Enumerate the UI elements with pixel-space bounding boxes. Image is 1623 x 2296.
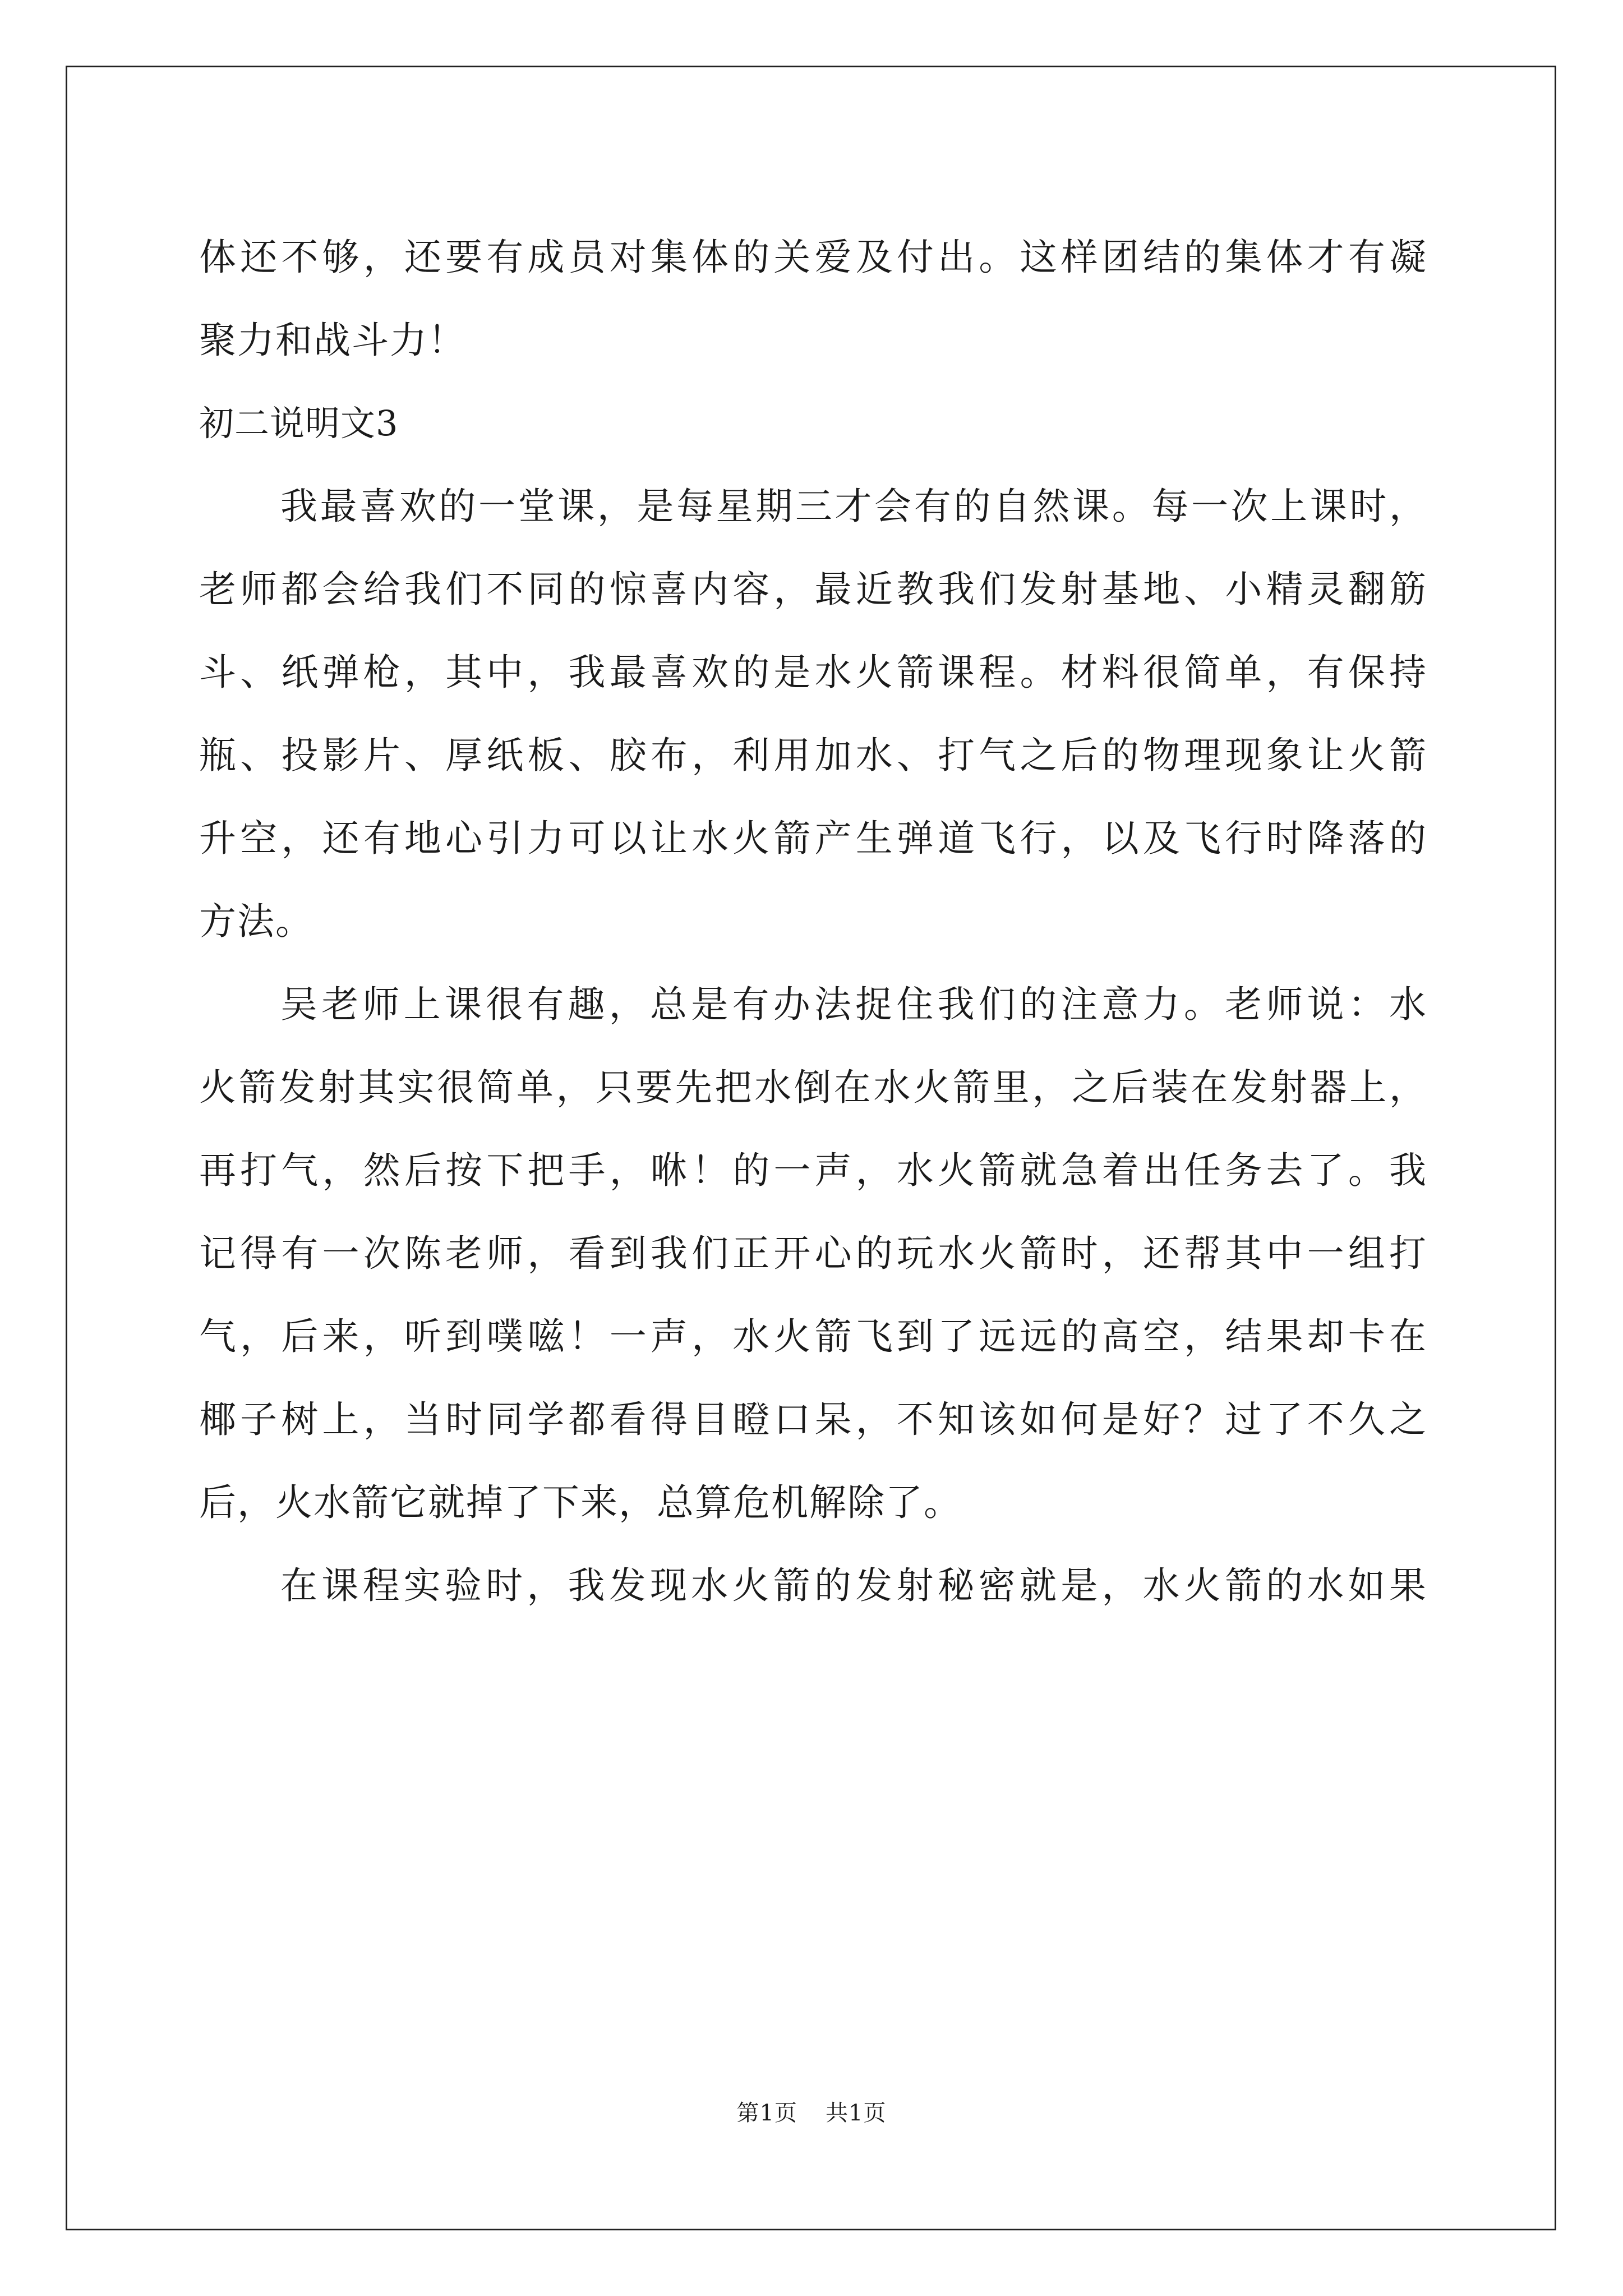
paragraph-line: 在课程实验时，我发现水火箭的发射秘密就是，水火箭的水如果	[280, 1564, 1427, 1607]
paragraph-line: 斗、纸弹枪，其中，我最喜欢的是水火箭课程。材料很简单，有保持	[199, 651, 1427, 694]
paragraph-line: 记得有一次陈老师，看到我们正开心的玩水火箭时，还帮其中一组打	[199, 1232, 1427, 1275]
paragraph-line: 方法。	[199, 900, 313, 943]
paragraph-line: 老师都会给我们不同的惊喜内容，最近教我们发射基地、小精灵翻筋	[199, 568, 1427, 611]
paragraph-line: 后，火水箭它就掉了下来，总算危机解除了。	[199, 1481, 962, 1524]
paragraph-line: 气，后来，听到噗嗞！一声，水火箭飞到了远远的高空，结果却卡在	[199, 1315, 1427, 1358]
paragraph-line: 火箭发射其实很简单，只要先把水倒在水火箭里，之后装在发射器上，	[199, 1066, 1427, 1109]
page-number: 第1页	[736, 2100, 797, 2126]
text-line: 聚力和战斗力！	[199, 319, 466, 362]
section-heading: 初二说明文3	[199, 403, 399, 444]
paragraph-line: 瓶、投影片、厚纸板、胶布，利用加水、打气之后的物理现象让火箭	[199, 734, 1427, 777]
paragraph-line: 升空，还有地心引力可以让水火箭产生弹道飞行，以及飞行时降落的	[199, 817, 1427, 860]
document-body	[199, 216, 1427, 1627]
text-line: 体还不够，还要有成员对集体的关爱及付出。这样团结的集体才有凝	[199, 236, 1427, 279]
paragraph-line: 我最喜欢的一堂课，是每星期三才会有的自然课。每一次上课时，	[280, 485, 1427, 528]
page-footer	[0, 2095, 1623, 2127]
page-total: 共1页	[826, 2100, 887, 2126]
paragraph-line: 再打气，然后按下把手，咻！的一声，水火箭就急着出任务去了。我	[199, 1149, 1427, 1192]
paragraph-line: 椰子树上，当时同学都看得目瞪口呆，不知该如何是好？过了不久之	[199, 1398, 1427, 1441]
paragraph-line: 吴老师上课很有趣，总是有办法捉住我们的注意力。老师说：水	[280, 983, 1427, 1026]
